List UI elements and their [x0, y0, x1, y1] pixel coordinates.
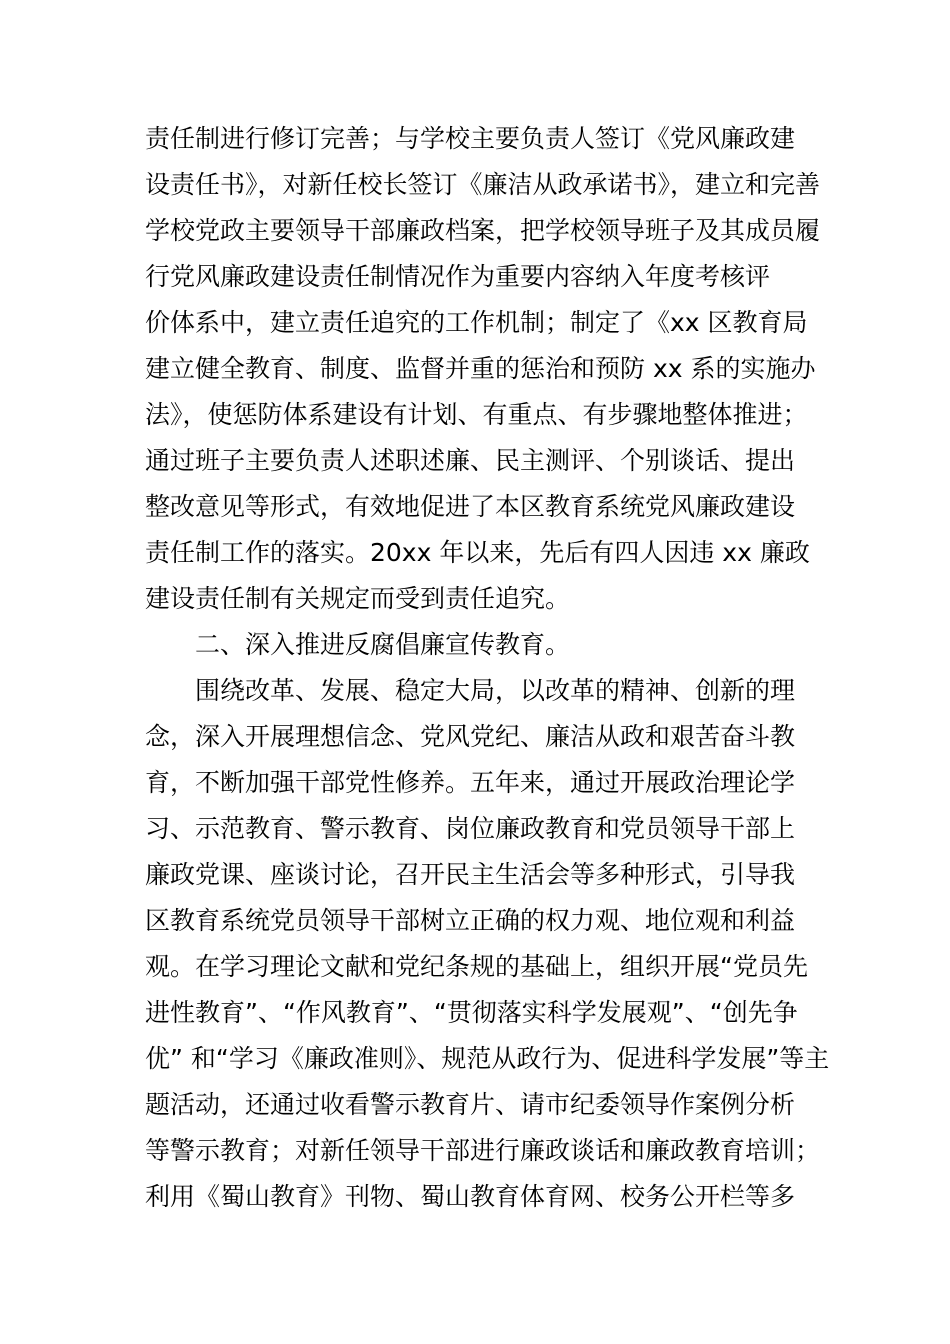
- text-line: 育，不断加强干部党性修养。五年来，通过开展政治理论学: [145, 768, 796, 797]
- text-line: 整改意见等形式，有效地促进了本区教育系统党风廉政建设: [145, 492, 796, 521]
- text-line: 题活动，还通过收看警示教育片、请市纪委领导作案例分析: [145, 1090, 796, 1119]
- text-line: 观。在学习理论文献和党纪条规的基础上，组织开展“党员先: [145, 952, 808, 981]
- text-line: 建设责任制有关规定而受到责任追究。: [145, 584, 571, 613]
- text-line: 通过班子主要负责人述职述廉、民主测评、个别谈话、提出: [145, 446, 796, 475]
- text-line: 法》，使惩防体系建设有计划、有重点、有步骤地整体推进；: [145, 400, 808, 429]
- text-line: 优” 和“学习《廉政准则》、规范从政行为、促进科学发展”等主: [145, 1044, 830, 1073]
- document-body: [145, 116, 845, 1220]
- text-line: 区教育系统党员领导干部树立正确的权力观、地位观和利益: [145, 906, 796, 935]
- text-line: 价体系中，建立责任追究的工作机制；制定了《xx 区教育局: [145, 308, 808, 337]
- text-line: 责任制工作的落实。20xx 年以来，先后有四人因违 xx 廉政: [145, 538, 810, 567]
- text-line: 建立健全教育、制度、监督并重的惩治和预防 xx 系的实施办: [145, 354, 816, 383]
- text-line: 学校党政主要领导干部廉政档案，把学校领导班子及其成员履: [145, 216, 821, 245]
- text-line: 利用《蜀山教育》刊物、蜀山教育体育网、校务公开栏等多: [145, 1182, 796, 1211]
- text-line: 廉政党课、座谈讨论，召开民主生活会等多种形式，引导我: [145, 860, 796, 889]
- text-line: 设责任书》，对新任校长签订《廉洁从政承诺书》，建立和完善: [145, 170, 821, 199]
- text-line: 等警示教育；对新任领导干部进行廉政谈话和廉政教育培训；: [145, 1136, 821, 1165]
- paragraph-start: 围绕改革、发展、稳定大局，以改革的精神、创新的理: [195, 676, 796, 705]
- text-line: 念，深入开展理想信念、党风党纪、廉洁从政和艰苦奋斗教: [145, 722, 796, 751]
- text-line: 习、示范教育、警示教育、岗位廉政教育和党员领导干部上: [145, 814, 796, 843]
- text-line: 责任制进行修订完善；与学校主要负责人签订《党风廉政建: [145, 124, 796, 153]
- text-line: 行党风廉政建设责任制情况作为重要内容纳入年度考核评: [145, 262, 771, 291]
- text-line: 进性教育”、“作风教育”、“贯彻落实科学发展观”、“创先争: [145, 998, 798, 1027]
- section-heading: 二、深入推进反腐倡廉宣传教育。: [195, 630, 571, 659]
